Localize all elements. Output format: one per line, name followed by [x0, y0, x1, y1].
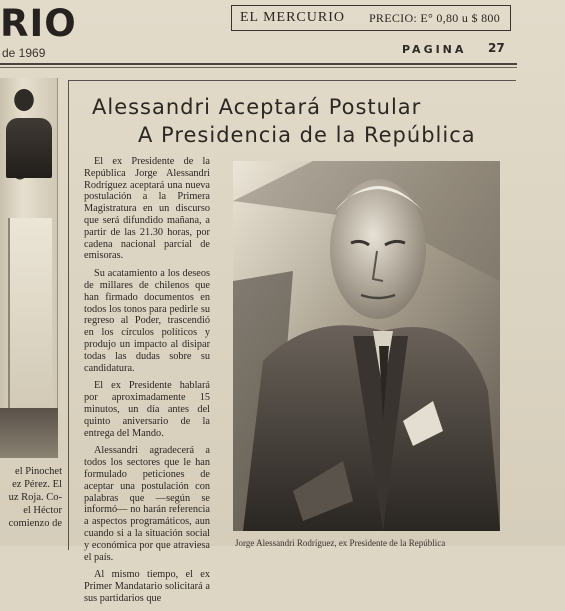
portrait-illustration	[233, 161, 500, 531]
date-fragment: de 1969	[2, 46, 46, 60]
page-label: PAGINA	[402, 43, 467, 56]
header-rule	[0, 63, 517, 65]
article-paragraph: Alessandri agradecerá a todos los sectores que le han formulado peticiones de aceptar una postulación con palabras que —según se informó— no harán referencia a aspectos programáticos, aun cuando si a la situación social y económica por que atraviesa el país.	[84, 445, 210, 563]
caption-line: uz Roja. Co-	[8, 492, 62, 503]
headline-line-2: A Presidencia de la República	[138, 123, 476, 147]
caption-line: ez Pérez. El	[12, 479, 62, 490]
portrait-photo	[233, 161, 500, 531]
price-label: PRECIO: E° 0,80 u $ 800	[368, 10, 500, 25]
article-body	[84, 156, 210, 611]
article-paragraph: Al mismo tiempo, el ex Primer Mandatario solicitará a sus partidarios que	[84, 569, 210, 604]
article-paragraph: El ex Presidente de la República Jorge Alessandri Rodríguez aceptará una nueva postulación a la Primera Magistratura en un discurso que será difundido mañana, a partir de las 21.30 horas, por cadena nacional parcial de emisoras.	[84, 156, 210, 262]
caption-line: comienzo de	[8, 518, 62, 529]
paper-name: EL MERCURIO	[240, 10, 345, 25]
price-box	[231, 5, 511, 31]
photo-figure-light	[8, 218, 52, 428]
page-number: 27	[488, 41, 505, 55]
masthead-fragment: RIO	[0, 2, 77, 45]
headline-line-1: Alessandri Aceptará Postular	[92, 95, 422, 119]
caption-line: el Pinochet	[15, 466, 62, 477]
header-rule-thin	[0, 67, 517, 68]
article-headline	[92, 93, 512, 149]
article-paragraph: Su acatamiento a los deseos de millares de chilenos que han firmado documentos en todos los tonos para pedirle su regreso al Poder, trascendió en los círculos políticos y produjo un impacto al disipar todas las dudas sobre su candidatura.	[84, 268, 210, 374]
left-column-caption	[0, 465, 62, 530]
photo-shadow	[0, 408, 58, 458]
photo-figure-dark	[6, 118, 52, 178]
left-column-photo	[0, 78, 58, 458]
article-paragraph: El ex Presidente hablará por aproximadamente 15 minutos, un día antes del quinto aniversario de la entrega del Mando.	[84, 380, 210, 439]
caption-line: el Héctor	[23, 505, 62, 516]
photo-caption: Jorge Alessandri Rodríguez, ex Presidente de la República	[235, 538, 446, 548]
